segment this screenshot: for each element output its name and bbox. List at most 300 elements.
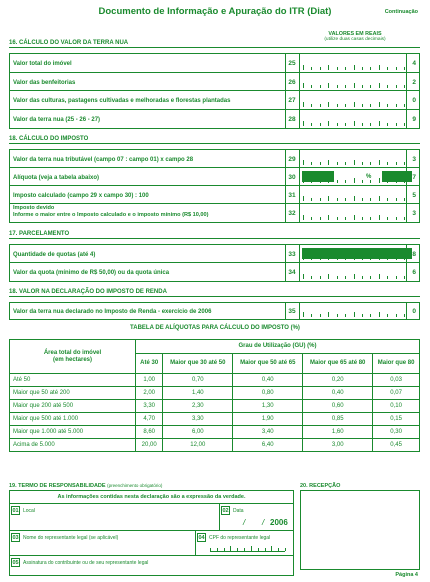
digit-tick <box>396 104 397 107</box>
digit-tick <box>362 217 363 220</box>
cpf-field[interactable] <box>196 531 293 556</box>
digit-tick <box>311 123 312 126</box>
field-label: Quantidade de quotas (até 4) <box>13 252 96 258</box>
check-digit: 7 <box>412 174 416 181</box>
digit-tick <box>311 104 312 107</box>
field-row[interactable] <box>10 263 419 281</box>
digit-tick <box>210 548 211 551</box>
digit-tick <box>311 276 312 279</box>
cell-divider <box>406 54 407 72</box>
digit-tick <box>328 65 329 70</box>
field-label: Valor da quota (mínimo de R$ 50,00) ou da quota única <box>13 270 170 276</box>
digit-tick <box>271 546 272 551</box>
digit-tick <box>396 162 397 165</box>
rep-code: 03 <box>12 535 19 541</box>
rate-cell: 0,40 <box>303 387 373 400</box>
digit-tick <box>404 314 405 317</box>
digit-tick <box>311 314 312 317</box>
digit-tick <box>311 67 312 70</box>
rate-cell: 2,30 <box>163 400 233 413</box>
values-header-title: VALORES EM REAIS <box>328 31 382 37</box>
section-19-title <box>9 483 162 489</box>
date-field[interactable] <box>220 504 293 531</box>
date-label: Data <box>233 508 244 514</box>
field-row[interactable] <box>10 186 419 204</box>
digit-tick <box>370 198 371 201</box>
area-cell: Até 50 <box>10 374 136 387</box>
field-row[interactable] <box>10 245 419 263</box>
check-digit: 3 <box>412 156 416 163</box>
cell-divider <box>406 110 407 129</box>
rate-cell: 20,00 <box>136 439 163 452</box>
values-header <box>300 31 410 43</box>
reception-box <box>300 490 420 570</box>
digit-tick <box>285 548 286 551</box>
digit-tick <box>370 162 371 165</box>
digit-tick <box>328 312 329 317</box>
digit-tick <box>396 314 397 317</box>
digit-tick <box>354 215 355 220</box>
digit-tick <box>337 85 338 88</box>
digit-tick <box>337 180 338 183</box>
digit-tick <box>354 196 355 201</box>
field-label: Valor da terra nua (25 - 26 - 27) <box>13 116 101 123</box>
col-area-label: Área total do imóvel <box>43 350 102 356</box>
digit-tick <box>354 83 355 88</box>
digit-tick <box>370 123 371 126</box>
blocked-area <box>302 248 412 259</box>
check-digit: 0 <box>412 97 416 105</box>
digit-tick <box>337 162 338 165</box>
digit-tick <box>320 198 321 201</box>
digit-tick <box>345 85 346 88</box>
rate-cell: 3,30 <box>163 413 233 426</box>
sign-label: Assinatura do contribuinte ou de seu representante legal <box>23 560 149 566</box>
rate-cell: 0,15 <box>373 413 420 426</box>
digit-tick <box>328 121 329 126</box>
check-digit: 8 <box>412 251 416 258</box>
digit-tick <box>362 198 363 201</box>
digit-tick <box>244 548 245 551</box>
digit-tick <box>354 312 355 317</box>
digit-tick <box>303 160 304 165</box>
rate-cell: 12,00 <box>163 439 233 452</box>
gu-column-header: Maior que 30 até 50 <box>163 354 233 374</box>
digit-tick <box>387 276 388 279</box>
rate-cell: 0,03 <box>373 374 420 387</box>
rate-cell: 0,45 <box>373 439 420 452</box>
digit-tick <box>224 548 225 551</box>
digit-tick <box>396 276 397 279</box>
digit-tick <box>404 217 405 220</box>
field-row[interactable] <box>10 168 419 186</box>
field-label-note: Informe o maior entre o Imposto calculado e o imposto mínimo (R$ 10,00) <box>13 211 209 218</box>
divider <box>9 296 420 297</box>
value-input-ticks <box>303 121 404 126</box>
digit-tick <box>379 121 380 126</box>
table-row <box>10 413 420 426</box>
digit-tick <box>303 274 304 279</box>
digit-tick <box>337 67 338 70</box>
digit-tick <box>362 123 363 126</box>
cell-divider <box>299 150 300 167</box>
cell-divider <box>406 303 407 319</box>
digit-tick <box>217 548 218 551</box>
section-18-calc-title: 18. CÁLCULO DO IMPOSTO <box>9 136 89 142</box>
cell-divider <box>406 91 407 109</box>
percent-sign: % <box>366 174 372 180</box>
digit-tick <box>320 85 321 88</box>
value-input-ticks <box>303 196 404 201</box>
rate-cell: 0,07 <box>373 387 420 400</box>
rate-cell: 0,10 <box>373 400 420 413</box>
responsibility-box <box>9 490 294 576</box>
table-row <box>10 374 420 387</box>
rate-cell: 6,40 <box>233 439 303 452</box>
digit-tick <box>337 217 338 220</box>
rate-cell: 0,80 <box>233 387 303 400</box>
digit-tick <box>362 162 363 165</box>
value-input-ticks <box>303 83 404 88</box>
digit-tick <box>345 123 346 126</box>
digit-tick <box>328 102 329 107</box>
field-label: Valor total do imóvel <box>13 61 72 68</box>
digit-tick <box>354 274 355 279</box>
digit-tick <box>354 102 355 107</box>
table-row <box>10 439 420 452</box>
cell-divider <box>406 150 407 167</box>
check-digit: 6 <box>412 269 416 276</box>
digit-tick <box>320 104 321 107</box>
digit-tick <box>311 162 312 165</box>
representative-field[interactable] <box>10 531 196 556</box>
field-label: Valor das benfeitorias <box>13 79 76 86</box>
digit-tick <box>230 546 231 551</box>
field-row[interactable] <box>10 54 419 73</box>
digit-tick <box>387 123 388 126</box>
digit-tick <box>328 160 329 165</box>
area-cell: Maior que 1.000 até 5.000 <box>10 426 136 439</box>
local-code: 01 <box>12 508 19 514</box>
area-cell: Maior que 50 até 200 <box>10 387 136 400</box>
digit-tick <box>328 83 329 88</box>
gu-column-header: Maior que 80 <box>373 354 420 374</box>
digit-tick <box>370 104 371 107</box>
digit-tick <box>404 162 405 165</box>
date-code: 02 <box>222 508 229 514</box>
check-digit: 4 <box>412 60 416 68</box>
col-area-sub: (em hectares) <box>52 356 93 363</box>
digit-tick <box>278 548 279 551</box>
field-row[interactable] <box>10 91 419 110</box>
digit-tick <box>362 180 363 183</box>
rate-cell: 1,30 <box>233 400 303 413</box>
digit-tick <box>345 198 346 201</box>
digit-tick <box>258 548 259 551</box>
digit-tick <box>265 548 266 551</box>
value-input-ticks <box>303 160 404 165</box>
field-row[interactable] <box>10 73 419 92</box>
field-number: 33 <box>288 251 296 258</box>
digit-tick <box>396 85 397 88</box>
digit-tick <box>237 548 238 551</box>
cell-divider <box>406 73 407 91</box>
digit-tick <box>303 196 304 201</box>
field-number: 28 <box>288 115 296 123</box>
field-number: 31 <box>288 192 296 199</box>
digit-tick <box>387 217 388 220</box>
digit-tick <box>328 196 329 201</box>
digit-tick <box>345 314 346 317</box>
digit-tick <box>370 217 371 220</box>
digit-tick <box>345 276 346 279</box>
digit-tick <box>303 65 304 70</box>
digit-tick <box>320 217 321 220</box>
field-row[interactable] <box>10 110 419 129</box>
digit-tick <box>387 67 388 70</box>
area-cell: Acima de 5.000 <box>10 439 136 452</box>
digit-tick <box>320 314 321 317</box>
blocked-area <box>302 171 334 182</box>
digit-tick <box>404 276 405 279</box>
digit-tick <box>387 104 388 107</box>
field-number: 26 <box>288 78 296 86</box>
digit-tick <box>320 67 321 70</box>
digit-tick <box>379 102 380 107</box>
cell-divider <box>299 204 300 222</box>
digit-tick <box>379 178 380 183</box>
cell-divider <box>299 91 300 109</box>
section-18-decl-box <box>9 302 420 320</box>
field-number: 25 <box>288 60 296 68</box>
section-19-title-note: (preenchimento obrigatório) <box>107 483 163 488</box>
field-row[interactable] <box>10 303 419 319</box>
digit-tick <box>320 123 321 126</box>
gu-column-header: Maior que 50 até 65 <box>233 354 303 374</box>
digit-tick <box>337 276 338 279</box>
value-input-ticks <box>303 312 404 317</box>
check-digit: 5 <box>412 192 416 199</box>
cell-divider <box>299 54 300 72</box>
field-label: Imposto calculado (campo 29 x campo 30) : 100 <box>13 193 149 199</box>
digit-tick <box>345 104 346 107</box>
section-17-title: 17. PARCELAMENTO <box>9 231 70 237</box>
digit-tick <box>354 178 355 183</box>
value-input-ticks <box>303 274 404 279</box>
digit-tick <box>379 65 380 70</box>
table-row <box>10 387 420 400</box>
field-label: Valor da terra nua tributável (campo 07 : campo 01) x campo 28 <box>13 157 194 163</box>
digit-tick <box>251 546 252 551</box>
aliquot-table <box>9 339 420 452</box>
check-digit: 2 <box>412 78 416 86</box>
field-number: 32 <box>288 210 296 217</box>
section-17-box <box>9 244 420 282</box>
digit-tick <box>370 314 371 317</box>
field-number: 35 <box>288 308 296 315</box>
digit-tick <box>311 217 312 220</box>
date-slash-1: / <box>243 518 246 527</box>
digit-tick <box>345 67 346 70</box>
digit-tick <box>396 123 397 126</box>
digit-tick <box>396 217 397 220</box>
aliquot-table-title: TABELA DE ALÍQUOTAS PARA CÁLCULO DO IMPOSTO (%) <box>130 325 300 331</box>
digit-tick <box>362 276 363 279</box>
digit-tick <box>370 67 371 70</box>
section-18-calc-box <box>9 149 420 223</box>
section-19-title-text: 19. TERMO DE RESPONSABILIDADE <box>9 483 106 489</box>
digit-tick <box>303 102 304 107</box>
digit-tick <box>396 67 397 70</box>
section-18-decl-title: 18. VALOR NA DECLARAÇÃO DO IMPOSTO DE RENDA <box>9 289 167 295</box>
digit-tick <box>362 104 363 107</box>
value-input-ticks <box>303 102 404 107</box>
cpf-label: CPF do representante legal <box>209 535 271 541</box>
digit-tick <box>387 85 388 88</box>
field-number: 27 <box>288 97 296 105</box>
field-row[interactable] <box>10 204 419 222</box>
rate-cell: 1,00 <box>136 374 163 387</box>
cell-divider <box>406 204 407 222</box>
area-cell: Maior que 500 até 1.000 <box>10 413 136 426</box>
table-row <box>10 400 420 413</box>
responsibility-statement: As informações contidas nesta declaração são a expressão da verdade. <box>10 491 293 504</box>
rate-cell: 0,30 <box>373 426 420 439</box>
area-cell: Maior que 200 até 500 <box>10 400 136 413</box>
digit-tick <box>345 162 346 165</box>
digit-tick <box>379 312 380 317</box>
divider <box>9 143 420 144</box>
digit-tick <box>311 85 312 88</box>
cell-divider <box>299 168 300 185</box>
cell-divider <box>406 186 407 203</box>
digit-tick <box>379 83 380 88</box>
field-number: 30 <box>288 174 296 181</box>
field-label: Alíquota (veja a tabela abaixo) <box>13 175 100 181</box>
divider <box>9 47 420 48</box>
digit-tick <box>303 83 304 88</box>
rate-cell: 0,40 <box>233 374 303 387</box>
digit-tick <box>387 162 388 165</box>
cell-divider <box>299 245 300 262</box>
digit-tick <box>337 123 338 126</box>
rate-cell: 2,00 <box>136 387 163 400</box>
check-digit: 0 <box>412 308 416 315</box>
digit-tick <box>354 65 355 70</box>
local-label: Local <box>23 508 35 514</box>
digit-tick <box>379 160 380 165</box>
gu-column-header: Até 30 <box>136 354 163 374</box>
digit-tick <box>387 314 388 317</box>
rate-cell: 6,00 <box>163 426 233 439</box>
digit-tick <box>370 85 371 88</box>
rate-cell: 4,70 <box>136 413 163 426</box>
rate-cell: 3,00 <box>303 439 373 452</box>
page-number: Página 4 <box>395 572 418 578</box>
rate-cell: 3,30 <box>136 400 163 413</box>
digit-tick <box>303 215 304 220</box>
blocked-area <box>382 171 412 182</box>
signature-field[interactable] <box>10 556 293 575</box>
sign-code: 05 <box>12 560 19 566</box>
rate-cell: 0,20 <box>303 374 373 387</box>
field-label: Valor das culturas, pastagens cultivadas e melhoradas e florestas plantadas <box>13 98 231 105</box>
section-16-title: 16. CÁLCULO DO VALOR DA TERRA NUA <box>9 40 129 46</box>
table-row <box>10 426 420 439</box>
cpf-code: 04 <box>198 535 205 541</box>
digit-tick <box>320 276 321 279</box>
rate-cell: 0,70 <box>163 374 233 387</box>
field-number: 34 <box>288 269 296 276</box>
rate-cell: 0,85 <box>303 413 373 426</box>
digit-tick <box>337 198 338 201</box>
date-slash-2: / <box>262 518 265 527</box>
digit-tick <box>379 274 380 279</box>
check-digit: 9 <box>412 115 416 123</box>
col-group-header: Grau de Utilização (GU) (%) <box>136 340 420 354</box>
divider <box>9 238 420 239</box>
digit-tick <box>345 217 346 220</box>
rate-cell: 1,40 <box>163 387 233 400</box>
field-label-main: Imposto devido <box>13 205 55 211</box>
cell-divider <box>299 110 300 129</box>
digit-tick <box>320 162 321 165</box>
digit-tick <box>337 104 338 107</box>
field-number: 29 <box>288 156 296 163</box>
digit-tick <box>379 215 380 220</box>
field-label <box>13 205 209 218</box>
digit-tick <box>303 312 304 317</box>
digit-tick <box>370 180 371 183</box>
values-header-note: (utilize duas casas decimais) <box>324 37 386 42</box>
rate-cell: 0,60 <box>303 400 373 413</box>
cell-divider <box>299 303 300 319</box>
check-digit: 3 <box>412 210 416 217</box>
digit-tick <box>362 85 363 88</box>
digit-tick <box>354 160 355 165</box>
digit-tick <box>345 180 346 183</box>
rate-cell: 8,60 <box>136 426 163 439</box>
cell-divider <box>299 263 300 281</box>
date-year: 2006 <box>270 518 288 527</box>
rate-cell: 1,90 <box>233 413 303 426</box>
cell-divider <box>406 263 407 281</box>
digit-tick <box>328 215 329 220</box>
digit-tick <box>303 121 304 126</box>
rate-cell: 3,40 <box>233 426 303 439</box>
continuation-label: Continuação <box>384 9 418 15</box>
digit-tick <box>404 123 405 126</box>
digit-tick <box>362 67 363 70</box>
page-title: Documento de Informação e Apuração do ITR (Diat) <box>98 6 332 17</box>
digit-tick <box>379 196 380 201</box>
digit-tick <box>311 198 312 201</box>
section-20-title: 20. RECEPÇÃO <box>300 483 341 489</box>
digit-tick <box>354 121 355 126</box>
digit-tick <box>370 276 371 279</box>
local-field[interactable] <box>10 504 220 531</box>
cpf-ticks <box>210 547 285 552</box>
digit-tick <box>404 85 405 88</box>
gu-column-header: Maior que 65 até 80 <box>303 354 373 374</box>
field-label: Valor da terra nua declarado no Imposto de Renda - exercício de 2006 <box>13 309 212 315</box>
rate-cell: 1,60 <box>303 426 373 439</box>
digit-tick <box>404 67 405 70</box>
value-input-ticks <box>303 65 404 70</box>
digit-tick <box>337 314 338 317</box>
field-row[interactable] <box>10 150 419 168</box>
digit-tick <box>396 198 397 201</box>
